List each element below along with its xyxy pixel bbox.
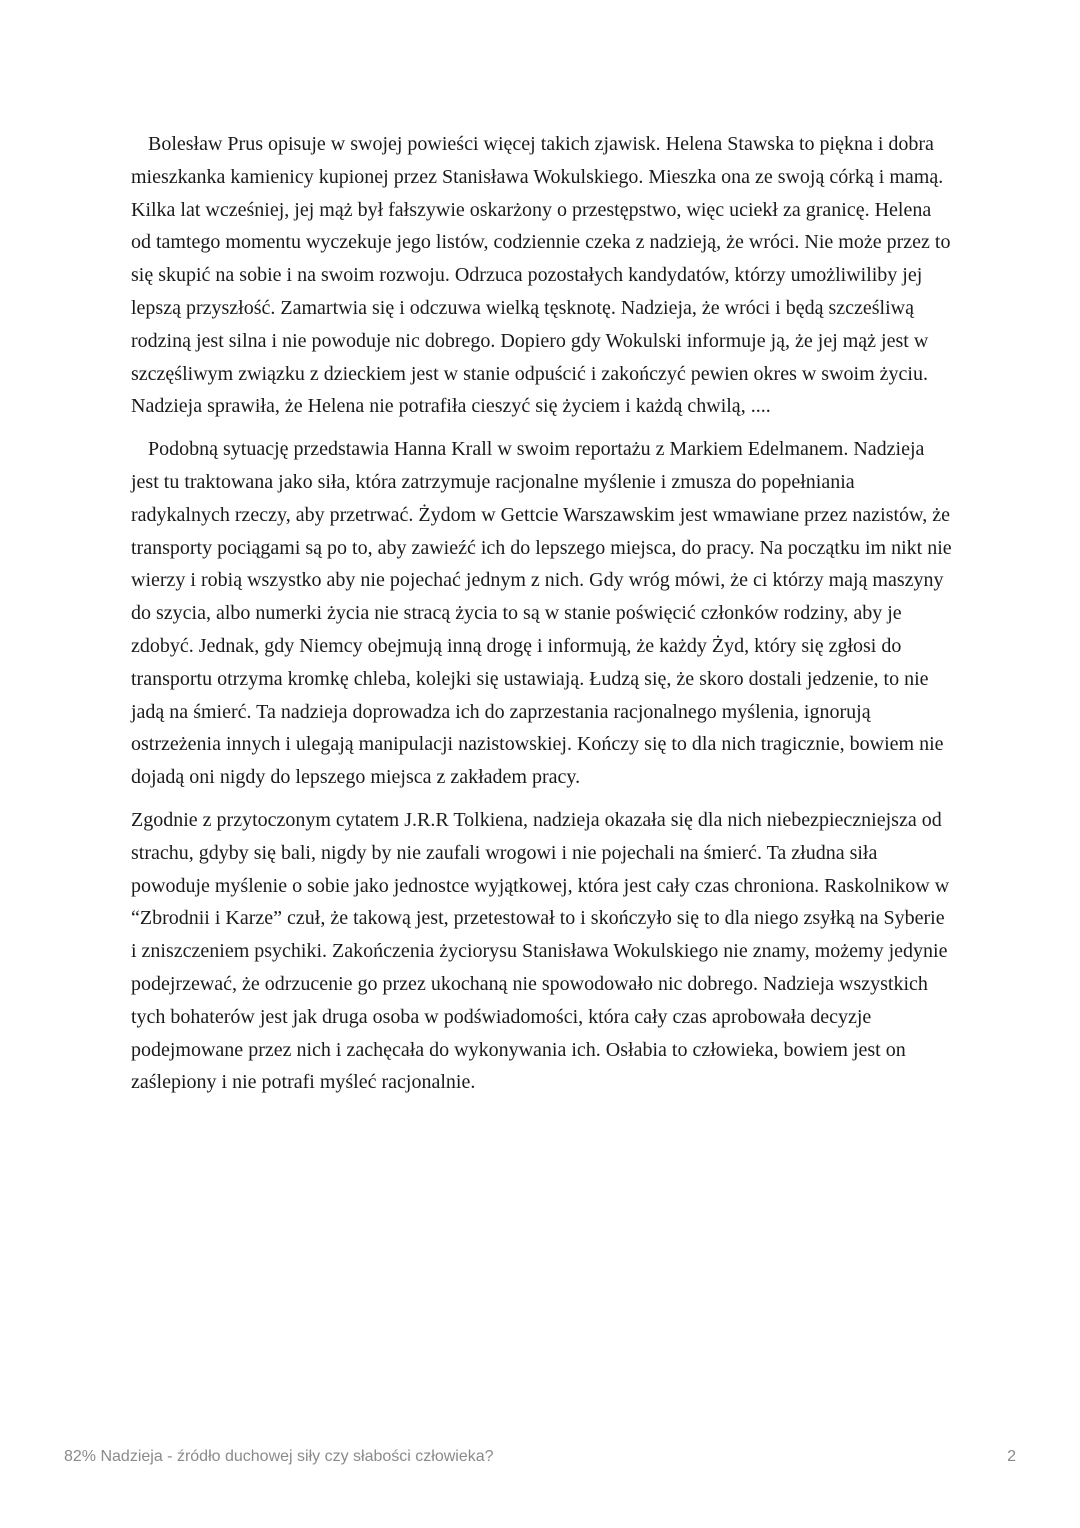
paragraph-prus: Bolesław Prus opisuje w swojej powieści więcej takich zjawisk. Helena Stawska to piękna i dobra mieszkanka kamienicy kupionej przez Stanisława Wokulskiego. Mieszka ona ze swoją córką i mamą. Kilka lat wcześniej, jej mąż był fałszywie oskarżony o przestępstwo, więc uciekł za granicę. Helena od tamtego momentu wyczekuje jego listów, codziennie czeka z nadzieją, że wróci. Nie może przez to się skupić na sobie i na swoim rozwoju. Odrzuca pozostałych kandydatów, którzy umożliwiliby jej lepszą przyszłość. Zamartwia się i odczuwa wielką tęsknotę. Nadzieja, że wróci i będą szcześliwą rodziną jest silna i nie powoduje nic dobrego. Dopiero gdy Wokulski informuje ją, że jej mąż jest w szczęśliwym związku z dzieckiem jest w stanie odpuścić i zakończyć pewien okres w swoim życiu. Nadzieja sprawiła, że Helena nie potrafiła cieszyć się życiem i każdą chwilą, .... [131, 133, 951, 418]
footer-document-title: 82% Nadzieja - źródło duchowej siły czy słabości człowieka? [64, 1448, 494, 1465]
footer-page-number: 2 [1007, 1448, 1016, 1465]
page-footer [64, 1448, 1016, 1472]
document-body [131, 128, 953, 1109]
paragraph-krall: Podobną sytuację przedstawia Hanna Krall w swoim reportażu z Markiem Edelmanem. Nadzieja jest tu traktowana jako siła, która zatrzymuje racjonalne myślenie i zmusza do popełniania radykalnych rzeczy, aby przetrwać. Żydom w Gettcie Warszawskim jest wmawiane przez nazistów, że transporty pociągami są po to, aby zawieźć ich do lepszego miejsca, do pracy. Na początku im nikt nie wierzy i robią wszystko aby nie pojechać jednym z nich. Gdy wróg mówi, że ci którzy mają maszyny do szycia, albo numerki życia nie stracą życia to są w stanie poświęcić członków rodziny, aby je zdobyć. Jednak, gdy Niemcy obejmują inną drogę i informują, że każdy Żyd, który się zgłosi do transportu otrzyma kromkę chleba, kolejki się ustawiają. Łudzą się, że skoro dostali jedzenie, to nie jadą na śmierć. Ta nadzieja doprowadza ich do zaprzestania racjonalnego myślenia, ignorują ostrzeżenia innych i ulegają manipulacji nazistowskiej. Kończy się to dla nich tragicznie, bowiem nie dojadą oni nigdy do lepszego miejsca z zakładem pracy. [131, 438, 952, 789]
paragraph-tolkien: Zgodnie z przytoczonym cytatem J.R.R Tolkiena, nadzieja okazała się dla nich niebezpieczniejsza od strachu, gdyby się bali, nigdy by nie zaufali wrogowi i nie pojechali na śmierć. Ta złudna siła powoduje myślenie o sobie jako jednostce wyjątkowej, która jest cały czas chroniona. Raskolnikow w “Zbrodnii i Karze” czuł, że takową jest, przetestował to i skończyło się to dla niego zsyłką na Syberie i zniszczeniem psychiki. Zakończenia życiorysu Stanisława Wokulskiego nie znamy, możemy jedynie podejrzewać, że odrzucenie go przez ukochaną nie spowodowało nic dobrego. Nadzieja wszystkich tych bohaterów jest jak druga osoba w podświadomości, która cały czas aprobowała decyzje podejmowane przez nich i zachęcała do wykonywania ich. Osłabia to człowieka, bowiem jest on zaślepiony i nie potrafi myśleć racjonalnie. [131, 808, 950, 1094]
